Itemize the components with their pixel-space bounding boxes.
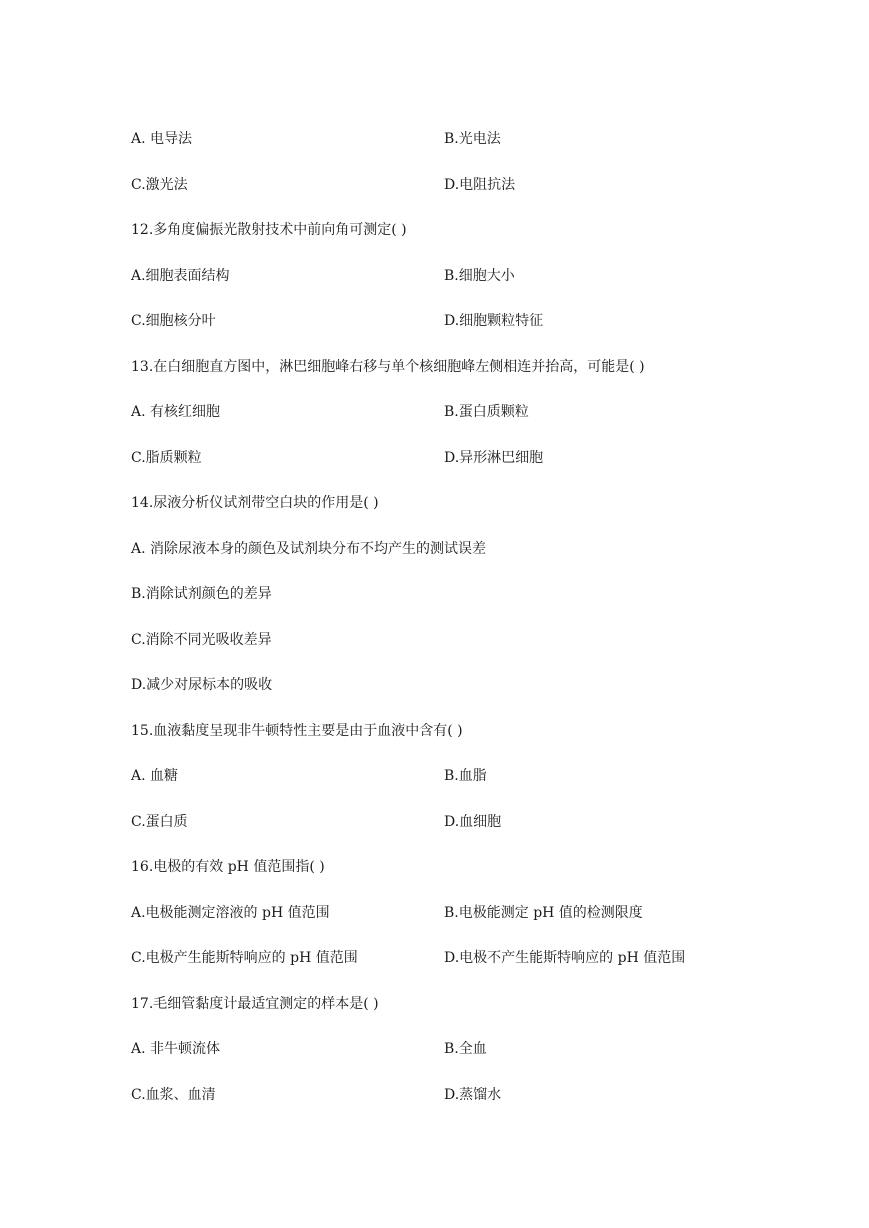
q15-option-a: A. 血糖 xyxy=(131,768,179,784)
q13-option-c: C.脂质颗粒 xyxy=(131,450,202,466)
q13-option-d: D.异形淋巴细胞 xyxy=(444,450,544,466)
q12-option-d: D.细胞颗粒特征 xyxy=(444,313,544,329)
q14-option-c: C.消除不同光吸收差异 xyxy=(131,632,272,648)
q17-option-d: D.蒸馏水 xyxy=(444,1087,502,1103)
q16-option-c: C.电极产生能斯特响应的 pH 值范围 xyxy=(131,950,358,966)
option-b-line-1: B.光电法 xyxy=(444,131,501,147)
q17-option-c: C.血浆、血清 xyxy=(131,1087,216,1103)
option-c-line-1: C.激光法 xyxy=(131,177,188,193)
q12-option-b: B.细胞大小 xyxy=(444,268,515,284)
option-a-line-1: A. 电导法 xyxy=(131,131,193,147)
option-d-line-1: D.电阻抗法 xyxy=(444,177,516,193)
q15-option-c: C.蛋白质 xyxy=(131,814,188,830)
question-12: 12.多角度偏振光散射技术中前向角可测定( ) xyxy=(131,222,407,238)
q12-option-c: C.细胞核分叶 xyxy=(131,313,216,329)
q16-option-d: D.电极不产生能斯特响应的 pH 值范围 xyxy=(444,950,686,966)
question-13: 13.在白细胞直方图中，淋巴细胞峰右移与单个核细胞峰左侧相连并抬高，可能是( ) xyxy=(131,359,645,375)
q14-option-d: D.减少对尿标本的吸收 xyxy=(131,677,273,693)
q17-option-a: A. 非牛顿流体 xyxy=(131,1041,221,1057)
q17-option-b: B.全血 xyxy=(444,1041,487,1057)
q16-option-a: A.电极能测定溶液的 pH 值范围 xyxy=(131,905,330,921)
q15-option-b: B.血脂 xyxy=(444,768,487,784)
q13-option-b: B.蛋白质颗粒 xyxy=(444,404,529,420)
question-17: 17.毛细管黏度计最适宜测定的样本是( ) xyxy=(131,996,379,1012)
question-15: 15.血液黏度呈现非牛顿特性主要是由于血液中含有( ) xyxy=(131,723,463,739)
question-16: 16.电极的有效 pH 值范围指( ) xyxy=(131,859,325,875)
q12-option-a: A.细胞表面结构 xyxy=(131,268,230,284)
q14-option-a: A. 消除尿液本身的颜色及试剂块分布不均产生的测试误差 xyxy=(131,541,487,557)
question-14: 14.尿液分析仪试剂带空白块的作用是( ) xyxy=(131,495,379,511)
q13-option-a: A. 有核红细胞 xyxy=(131,404,221,420)
q16-option-b: B.电极能测定 pH 值的检测限度 xyxy=(444,905,643,921)
q15-option-d: D.血细胞 xyxy=(444,814,502,830)
q14-option-b: B.消除试剂颜色的差异 xyxy=(131,586,272,602)
